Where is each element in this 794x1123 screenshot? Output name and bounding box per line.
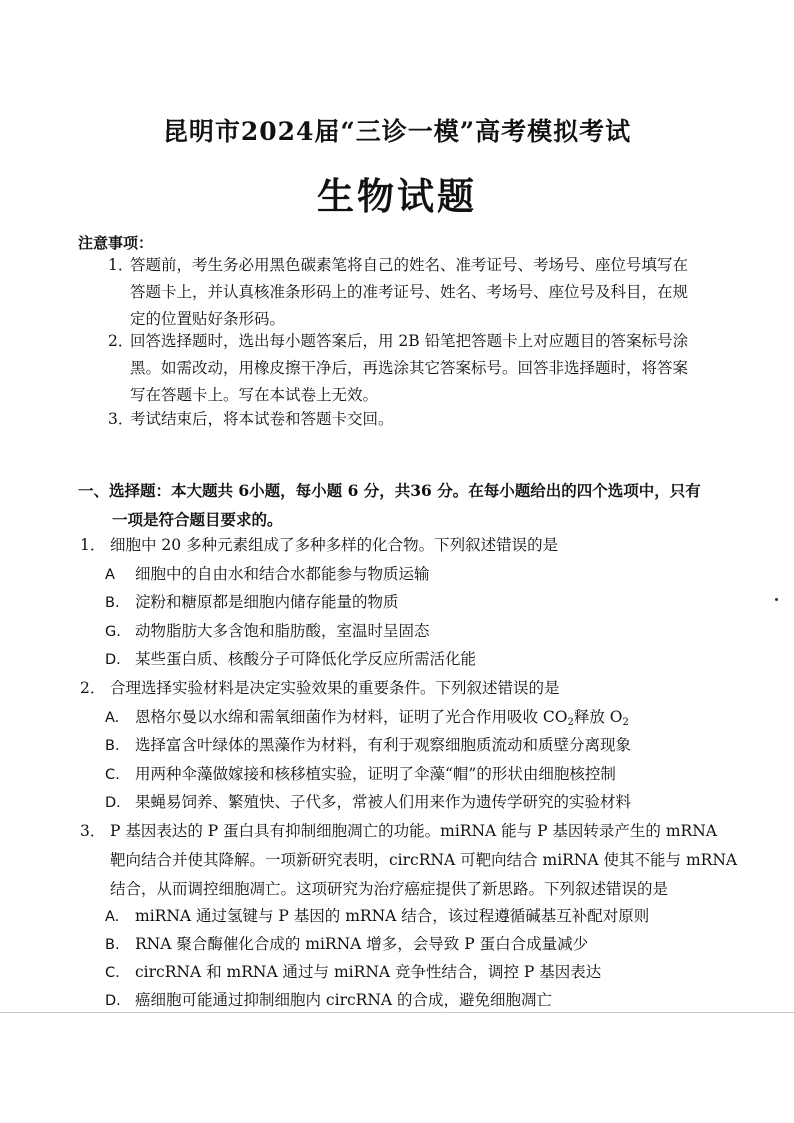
question-stem-line: 合理选择实验材料是决定实验效果的重要条件。下列叙述错误的是 [110,679,560,697]
notice-item-line: 答题卡上，并认真核准条形码上的准考证号、姓名、考场号、座位号及科目，在规 [130,283,689,301]
co2-subscript: 2 [567,717,574,728]
subject-title: 生物试题 [317,174,477,218]
notice-item-number: 2． [108,332,134,350]
option-text: 果蝇易饲养、繁殖快、子代多，常被人们用来作为遗传学研究的实验材料 [135,793,632,811]
option-key: B. [105,937,120,953]
option-key: D. [105,993,121,1009]
option-text: 释放 O [573,708,623,726]
question-3-option-b [105,930,588,959]
option-text: miRNA 通过氢键与 P 基因的 mRNA 结合，该过程遵循碱基互补配对原则 [135,907,650,925]
question-2-stem [80,674,740,703]
option-text: circRNA 和 mRNA 通过与 miRNA 竞争性结合，调控 P 基因表达 [135,963,602,981]
question-2-option-d [105,788,631,817]
o2-subscript: 2 [622,717,629,728]
option-text: RNA 聚合酶催化合成的 miRNA 增多，会导致 P 蛋白合成量减少 [135,935,589,953]
notice-item [108,328,748,409]
section-heading [78,476,738,534]
option-text: 某些蛋白质、核酸分子可降低化学反应所需活化能 [135,650,477,668]
option-key: A. [105,710,120,726]
notice-heading: 注意事项： [78,234,154,252]
notice-item-line: 定的位置贴好条形码。 [130,310,286,328]
notice-item [108,406,748,433]
question-2-option-c [105,760,616,789]
option-key: C. [105,965,120,981]
question-1-option-b [105,588,399,617]
scan-dot [775,598,778,601]
option-key: A [105,567,115,583]
question-1-option-c [105,617,430,646]
exam-title: 昆明市2024届“三诊一模”高考模拟考试 [162,117,632,146]
question-number: 3． [80,822,106,840]
section-heading-line: 一项是符合题目要求的。 [112,510,283,529]
page-divider [0,1012,794,1013]
option-key: D. [105,652,121,668]
question-stem-line: 结合，从而调控细胞凋亡。这项研究为治疗癌症提供了新思路。下列叙述错误的是 [110,880,669,898]
notice-item-line: 考试结束后，将本试卷和答题卡交回。 [130,410,394,428]
question-1-option-d [105,645,476,674]
notice-item-line: 答题前，考生务必用黑色碳素笔将自己的姓名、准考证号、考场号、座位号填写在 [130,256,689,274]
question-3-option-d [105,986,552,1015]
option-key: B. [105,595,120,611]
notice-item [108,252,748,333]
question-3-option-c [105,958,601,987]
option-text: 细胞中的自由水和结合水都能参与物质运输 [135,565,430,583]
question-number: 1． [80,536,106,554]
question-1-option-a [105,560,430,589]
notice-item-number: 3． [108,410,134,428]
notice-item-line: 回答选择题时，选出每小题答案后，用 2B 铅笔把答题卡上对应题目的答案标号涂 [130,332,689,350]
section-heading-line: 一、选择题：本大题共 6小题，每小题 6 分，共36 分。在每小题给出的四个选项中，只有 [78,481,701,500]
option-text: 选择富含叶绿体的黑藻作为材料，有利于观察细胞质流动和质壁分离现象 [135,736,632,754]
question-stem-line: P 基因表达的 P 蛋白具有抑制细胞凋亡的功能。miRNA 能与 P 基因转录产生的 mRNA [110,822,717,840]
option-text: 动物脂肪大多含饱和脂肪酸，室温时呈固态 [135,622,430,640]
notice-item-number: 1． [108,256,134,274]
question-stem-line: 靶向结合并使其降解。一项新研究表明，circRNA 可靶向结合 miRNA 使其不能与 mRNA [110,851,738,869]
question-number: 2． [80,679,106,697]
option-text: 用两种伞藻做嫁接和核移植实验，证明了伞藻“帽”的形状由细胞核控制 [135,765,616,783]
question-stem-line: 细胞中 20 多种元素组成了多种多样的化合物。下列叙述错误的是 [110,536,559,554]
option-key: D. [105,795,121,811]
option-text: 恩格尔曼以水绵和需氧细菌作为材料，证明了光合作用吸收 CO [135,708,568,726]
question-3-stem [80,817,740,904]
notice-item-line: 写在答题卡上。写在本试卷上无效。 [130,386,379,404]
option-key: C. [105,767,120,783]
option-key: B. [105,738,120,754]
question-2-option-b [105,731,631,760]
question-3-option-a [105,902,649,931]
option-text: 淀粉和糖原都是细胞内储存能量的物质 [135,593,399,611]
option-key: G. [105,624,121,640]
option-key: A. [105,909,120,925]
notice-item-line: 黑。如需改动，用橡皮擦干净后，再选涂其它答案标号。回答非选择题时，将答案 [130,359,689,377]
option-text: 癌细胞可能通过抑制细胞内 circRNA 的合成，避免细胞凋亡 [135,991,553,1009]
question-1-stem [80,531,740,560]
